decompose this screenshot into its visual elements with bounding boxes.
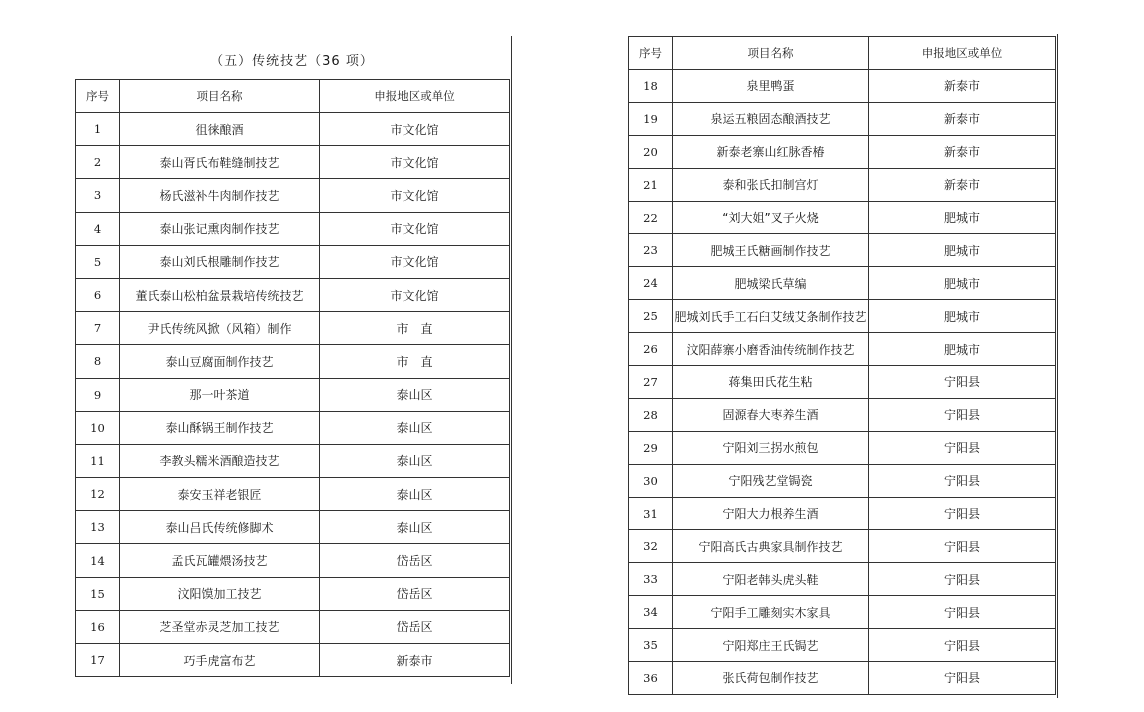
row-item-name: 宁阳大力根养生酒 (673, 497, 869, 530)
row-seq: 16 (76, 610, 120, 643)
row-item-name: 巧手虎富布艺 (120, 644, 320, 677)
row-item-name: 固源春大枣养生酒 (673, 398, 869, 431)
row-item-name: 董氏泰山松柏盆景栽培传统技艺 (120, 278, 320, 311)
row-seq: 26 (629, 333, 673, 366)
row-item-name: 宁阳刘三拐水煎包 (673, 431, 869, 464)
table-row (629, 102, 1056, 135)
row-region: 宁阳县 (869, 596, 1056, 629)
row-region: 泰山区 (320, 511, 510, 544)
table-row (629, 497, 1056, 530)
row-seq: 27 (629, 366, 673, 399)
row-seq: 4 (76, 212, 120, 245)
table-row (629, 168, 1056, 201)
row-seq: 17 (76, 644, 120, 677)
row-item-name: 那一叶茶道 (120, 378, 320, 411)
row-item-name: 肥城刘氏手工石臼艾绒艾条制作技艺 (673, 300, 869, 333)
table-row (76, 179, 510, 212)
row-seq: 21 (629, 168, 673, 201)
row-item-name: 泰山刘氏根雕制作技艺 (120, 245, 320, 278)
row-item-name: 肥城梁氏草编 (673, 267, 869, 300)
row-item-name: 泰和张氏扣制宫灯 (673, 168, 869, 201)
header-name: 项目名称 (120, 80, 320, 113)
row-item-name: 泉运五粮固态酿酒技艺 (673, 102, 869, 135)
row-item-name: 泰山吕氏传统修脚术 (120, 511, 320, 544)
table-row (76, 345, 510, 378)
heritage-table-left (75, 79, 510, 677)
row-seq: 3 (76, 179, 120, 212)
row-seq: 32 (629, 530, 673, 563)
table-row (76, 511, 510, 544)
row-seq: 24 (629, 267, 673, 300)
table-row (629, 267, 1056, 300)
row-seq: 5 (76, 245, 120, 278)
row-region: 新泰市 (869, 168, 1056, 201)
row-region: 宁阳县 (869, 497, 1056, 530)
row-region: 市文化馆 (320, 179, 510, 212)
table-row (76, 278, 510, 311)
row-region: 肥城市 (869, 234, 1056, 267)
table-row (76, 644, 510, 677)
row-region: 岱岳区 (320, 544, 510, 577)
row-item-name: 宁阳手工雕刻实木家具 (673, 596, 869, 629)
table-row (629, 234, 1056, 267)
header-seq: 序号 (629, 37, 673, 70)
row-seq: 14 (76, 544, 120, 577)
row-region: 宁阳县 (869, 563, 1056, 596)
row-region: 泰山区 (320, 378, 510, 411)
row-seq: 19 (629, 102, 673, 135)
table-row (76, 212, 510, 245)
table-header-row (629, 37, 1056, 70)
row-region: 岱岳区 (320, 577, 510, 610)
table-row (76, 544, 510, 577)
row-seq: 25 (629, 300, 673, 333)
row-seq: 33 (629, 563, 673, 596)
page-edge-right (1057, 34, 1058, 698)
table-row (629, 629, 1056, 662)
header-region: 申报地区或单位 (320, 80, 510, 113)
row-seq: 13 (76, 511, 120, 544)
row-item-name: 泰山胥氏布鞋缝制技艺 (120, 146, 320, 179)
row-item-name: 宁阳高氏古典家具制作技艺 (673, 530, 869, 563)
table-row (629, 201, 1056, 234)
heritage-table-right (628, 36, 1056, 695)
header-name: 项目名称 (673, 37, 869, 70)
row-item-name: 泰安玉祥老银匠 (120, 478, 320, 511)
table-row (629, 530, 1056, 563)
row-region: 宁阳县 (869, 366, 1056, 399)
row-item-name: 宁阳老韩头虎头鞋 (673, 563, 869, 596)
row-seq: 36 (629, 662, 673, 695)
table-row (629, 662, 1056, 695)
row-seq: 35 (629, 629, 673, 662)
header-seq: 序号 (76, 80, 120, 113)
row-item-name: 泰山酥锅王制作技艺 (120, 411, 320, 444)
table-row (76, 610, 510, 643)
row-seq: 2 (76, 146, 120, 179)
row-item-name: 宁阳郑庄王氏锔艺 (673, 629, 869, 662)
row-region: 新泰市 (869, 102, 1056, 135)
row-item-name: 孟氏瓦罐煨汤技艺 (120, 544, 320, 577)
row-region: 宁阳县 (869, 464, 1056, 497)
row-seq: 8 (76, 345, 120, 378)
table-row (629, 596, 1056, 629)
row-item-name: 泉里鸭蛋 (673, 70, 869, 103)
page-edge-left (511, 36, 512, 684)
table-row (629, 563, 1056, 596)
table-row (76, 146, 510, 179)
row-seq: 12 (76, 478, 120, 511)
row-region: 新泰市 (869, 70, 1056, 103)
table-row (76, 577, 510, 610)
row-seq: 31 (629, 497, 673, 530)
row-region: 市文化馆 (320, 245, 510, 278)
row-seq: 28 (629, 398, 673, 431)
row-region: 宁阳县 (869, 398, 1056, 431)
table-row (76, 478, 510, 511)
row-seq: 34 (629, 596, 673, 629)
table-row (76, 378, 510, 411)
row-region: 宁阳县 (869, 629, 1056, 662)
row-region: 泰山区 (320, 444, 510, 477)
row-region: 市文化馆 (320, 212, 510, 245)
row-region: 市文化馆 (320, 278, 510, 311)
row-seq: 15 (76, 577, 120, 610)
row-item-name: 泰山豆腐面制作技艺 (120, 345, 320, 378)
row-item-name: 汶阳馍加工技艺 (120, 577, 320, 610)
row-item-name: 泰山张记熏肉制作技艺 (120, 212, 320, 245)
table-row (629, 398, 1056, 431)
row-seq: 9 (76, 378, 120, 411)
row-item-name: 芝圣堂赤灵芝加工技艺 (120, 610, 320, 643)
row-item-name: 尹氏传统风掀（风箱）制作 (120, 312, 320, 345)
row-seq: 7 (76, 312, 120, 345)
row-region: 泰山区 (320, 478, 510, 511)
table-row (629, 300, 1056, 333)
row-seq: 6 (76, 278, 120, 311)
row-item-name: “刘大姐”叉子火烧 (673, 201, 869, 234)
row-item-name: 徂徕酿酒 (120, 113, 320, 146)
table-row (76, 245, 510, 278)
table-row (629, 333, 1056, 366)
table-row (629, 135, 1056, 168)
row-region: 肥城市 (869, 201, 1056, 234)
row-seq: 11 (76, 444, 120, 477)
row-seq: 22 (629, 201, 673, 234)
row-region: 泰山区 (320, 411, 510, 444)
row-region: 新泰市 (320, 644, 510, 677)
header-region: 申报地区或单位 (869, 37, 1056, 70)
section-title: （五）传统技艺（36 项） (210, 54, 374, 69)
row-seq: 30 (629, 464, 673, 497)
row-region: 新泰市 (869, 135, 1056, 168)
row-seq: 23 (629, 234, 673, 267)
row-region: 岱岳区 (320, 610, 510, 643)
row-region: 市文化馆 (320, 113, 510, 146)
table-row (76, 312, 510, 345)
row-region: 市文化馆 (320, 146, 510, 179)
row-item-name: 杨氏滋补牛肉制作技艺 (120, 179, 320, 212)
row-item-name: 汶阳薛寨小磨香油传统制作技艺 (673, 333, 869, 366)
row-region: 市 直 (320, 345, 510, 378)
row-item-name: 宁阳残艺堂锔瓷 (673, 464, 869, 497)
table-row (629, 70, 1056, 103)
row-region: 市 直 (320, 312, 510, 345)
row-region: 宁阳县 (869, 530, 1056, 563)
table-row (76, 411, 510, 444)
row-item-name: 张氏荷包制作技艺 (673, 662, 869, 695)
table-row (76, 444, 510, 477)
table-row (76, 113, 510, 146)
row-item-name: 肥城王氏糖画制作技艺 (673, 234, 869, 267)
table-row (629, 366, 1056, 399)
table-row (629, 464, 1056, 497)
table-row (629, 431, 1056, 464)
table-header-row (76, 80, 510, 113)
row-region: 肥城市 (869, 333, 1056, 366)
row-seq: 10 (76, 411, 120, 444)
row-item-name: 新泰老寨山红脉香椿 (673, 135, 869, 168)
row-region: 宁阳县 (869, 431, 1056, 464)
row-seq: 1 (76, 113, 120, 146)
row-region: 肥城市 (869, 300, 1056, 333)
row-seq: 18 (629, 70, 673, 103)
row-item-name: 蒋集田氏花生粘 (673, 366, 869, 399)
row-item-name: 李教头糯米酒酿造技艺 (120, 444, 320, 477)
row-seq: 20 (629, 135, 673, 168)
row-seq: 29 (629, 431, 673, 464)
row-region: 宁阳县 (869, 662, 1056, 695)
row-region: 肥城市 (869, 267, 1056, 300)
